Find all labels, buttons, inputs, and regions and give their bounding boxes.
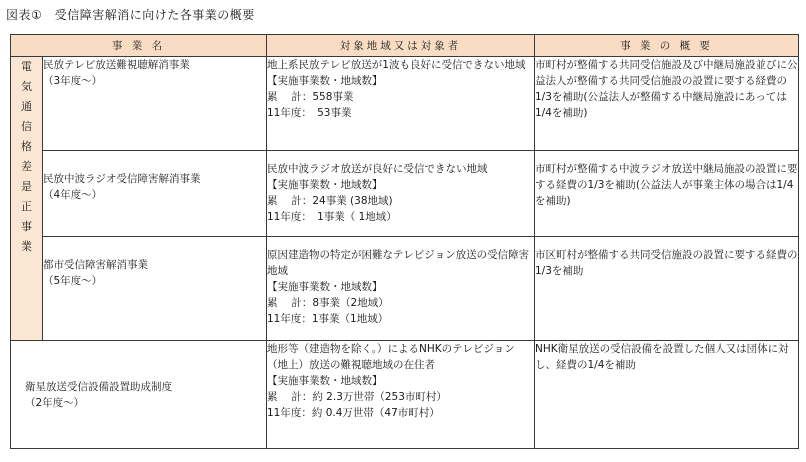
count-heading: 【実施事業数・地域数】 — [267, 75, 383, 87]
overview-cell — [535, 237, 799, 341]
table-row — [11, 57, 799, 151]
cumulative-count: 累 計：約 2.3万世帯（253市町村） — [267, 391, 447, 403]
overview-cell — [535, 151, 799, 237]
overview-text: 市町村が整備する共同受信施設及び中継局施設並びに公益法人が整備する共同受信施設の設置に要する経費の1/3を補助(公益法人が整備する中継局施設にあっては1/4を補助) — [535, 59, 798, 119]
target-cell — [267, 237, 535, 341]
count-heading: 【実施事業数・地域数】 — [267, 281, 383, 293]
header-project-name: 事 業 名 — [11, 35, 267, 57]
project-overview-table — [10, 34, 799, 449]
project-name: 都市受信障害解消事業 — [43, 259, 148, 271]
overview-text: 市区町村が整備する共同受信施設の設置に要する経費の1/3を補助 — [535, 249, 798, 277]
project-name: 民放テレビ放送難視聴解消事業 — [43, 59, 190, 71]
target-cell — [267, 57, 535, 151]
figure-caption: 図表① 受信障害解消に向けた各事業の概要 — [6, 8, 255, 22]
table-row — [11, 237, 799, 341]
fy11-count: 11年度：1事業（1地域） — [267, 313, 389, 325]
fy11-count: 11年度：約 0.4万世帯（47市町村） — [267, 407, 440, 419]
table-header-row — [11, 35, 799, 57]
project-name-cell — [43, 57, 267, 151]
overview-text: 市町村が整備する中波ラジオ放送中継局施設の設置に要する経費の1/3を補助(公益法人が事業主体の場合は1/4を補助) — [535, 163, 798, 207]
target-description: 地上系民放テレビ放送が1波も良好に受信できない地域 — [267, 59, 526, 71]
target-description: 原因建造物の特定が困難なテレビジョン放送の受信障害地域 — [267, 249, 530, 277]
project-name: 衛星放送受信設備設置助成制度 — [25, 380, 172, 393]
overview-cell — [535, 57, 799, 151]
project-period: （3年度～） — [43, 75, 103, 87]
cumulative-count: 累 計：24事業 (38地域) — [267, 195, 393, 207]
project-period: （2年度～） — [25, 396, 85, 409]
table-row — [11, 151, 799, 237]
cumulative-count: 累 計：8事業（2地域） — [267, 297, 389, 309]
project-period: （5年度～） — [43, 275, 103, 287]
overview-text: NHK衛星放送の受信設備を設置した個人又は団体に対し、経費の1/4を補助 — [535, 343, 789, 371]
target-description: 地形等（建造物を除く。）によるNHKのテレビジョン（地上）放送の難視聴地域の在住者 — [267, 343, 515, 371]
project-name-cell — [43, 237, 267, 341]
table-row — [11, 341, 799, 449]
project-name-cell — [11, 341, 267, 449]
count-heading: 【実施事業数・地域数】 — [267, 179, 383, 191]
project-name-cell — [43, 151, 267, 237]
project-period: （4年度～） — [43, 189, 103, 201]
target-description: 民放中波ラジオ放送が良好に受信できない地域 — [267, 163, 488, 175]
target-cell — [267, 151, 535, 237]
target-cell — [267, 341, 535, 449]
cumulative-count: 累 計：558事業 — [267, 91, 354, 103]
group-label-cell — [11, 57, 43, 341]
project-name: 民放中波ラジオ受信障害解消事業 — [43, 173, 201, 185]
count-heading: 【実施事業数・地域数】 — [267, 375, 383, 387]
header-overview: 事 業 の 概 要 — [535, 35, 799, 57]
overview-cell — [535, 341, 799, 449]
group-label: 電気通信格差是正事業 — [21, 60, 32, 253]
fy11-count: 11年度： 53事業 — [267, 107, 352, 119]
fy11-count: 11年度： 1事業（ 1地域） — [267, 211, 397, 223]
header-target: 対象地域又は対象者 — [267, 35, 535, 57]
